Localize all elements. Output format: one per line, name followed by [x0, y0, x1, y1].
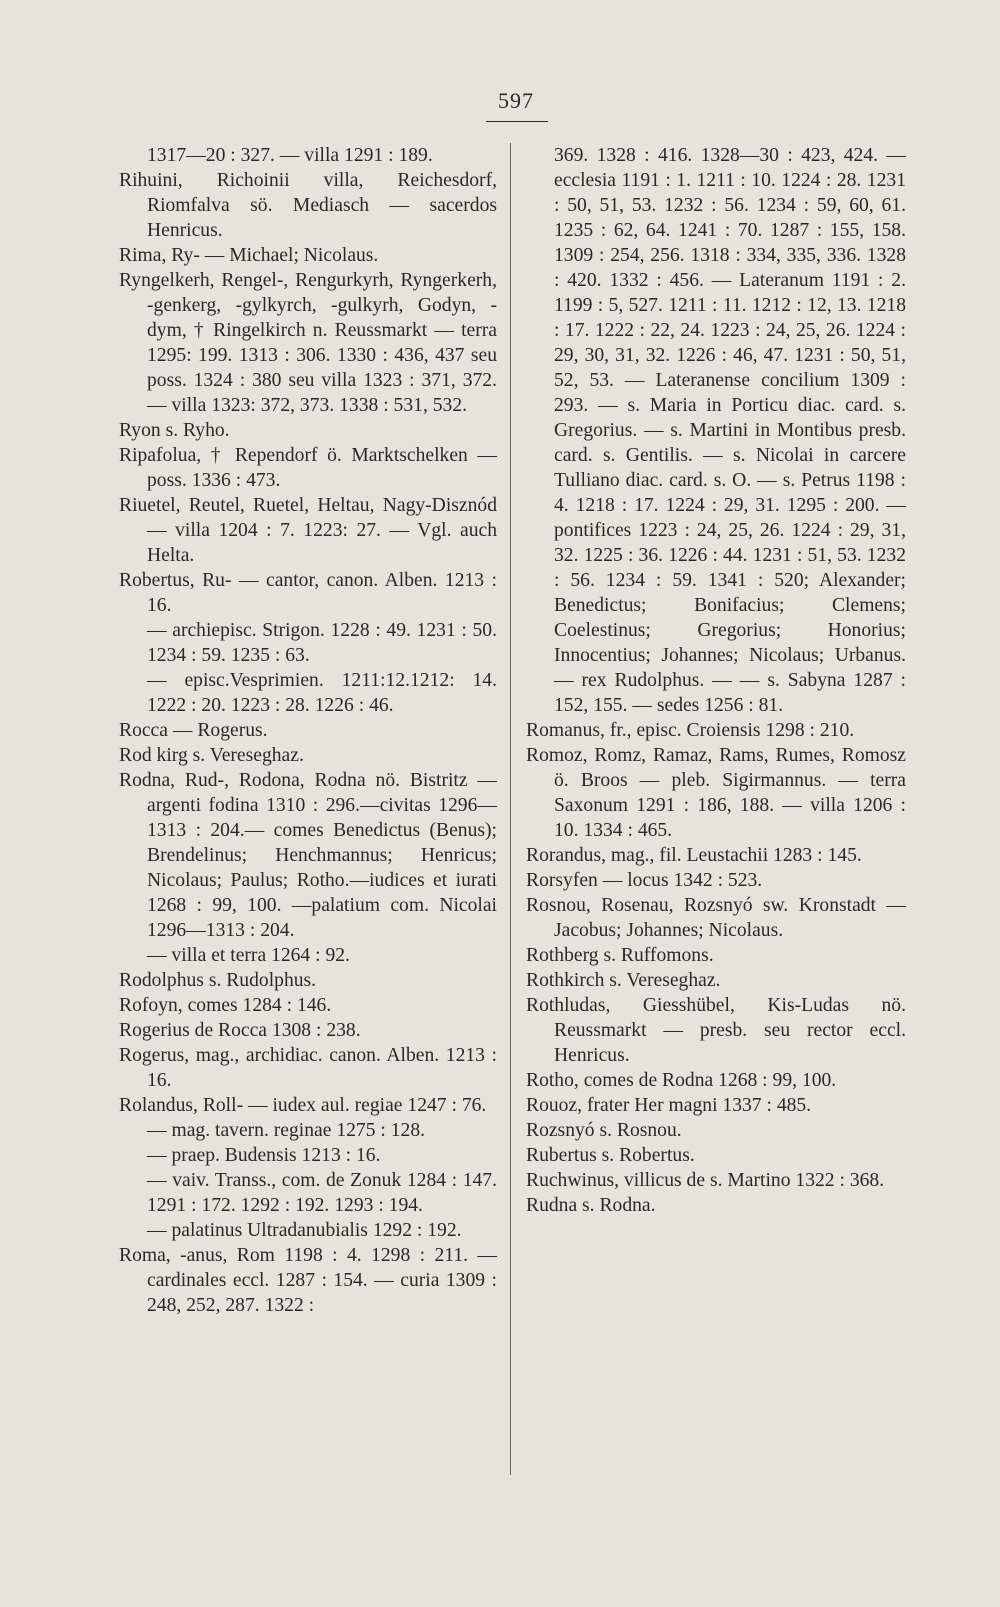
index-entry: Riuetel, Reutel, Ruetel, Heltau, Nagy-Disznód — villa 1204 : 7. 1223: 27. — Vgl. auch Helta.	[119, 495, 497, 566]
index-entry: Ryngelkerh, Rengel-, Rengurkyrh, Ryngerkerh, -genkerg, -gylkyrch, -gulkyrh, Godyn, -dym, † Ringelkirch n. Reussmarkt — terra 1295: 199. 1313 : 306. 1330 : 436, 437 seu poss. 1324 : 380 seu villa 1323 : 371, 372. — villa 1323: 372, 373. 1338 : 531, 532.	[119, 270, 497, 416]
index-entry: 369. 1328 : 416. 1328—30 : 423, 424. — ecclesia 1191 : 1. 1211 : 10. 1224 : 28. 1231 : 50, 51, 53. 1232 : 56. 1234 : 59, 60, 61. 1235 : 62, 64. 1241 : 70. 1287 : 155, 158. 1309 : 254, 256. 1318 : 334, 335, 336. 1328 : 420. 1332 : 456. — Lateranum 1191 : 2. 1199 : 5, 527. 1211 : 11. 1212 : 12, 13. 1218 : 17. 1222 : 22, 24. 1223 : 24, 25, 26. 1224 : 29, 30, 31, 32. 1226 : 46, 47. 1231 : 50, 51, 52, 53. — Lateranense concilium 1309 : 293. — s. Maria in Porticu diac. card. s. Gregorius. — s. Martini in Montibus presb. card. s. Gentilis. — s. Nicolai in carcere Tulliano diac. card. s. O. — s. Petrus 1198 : 4. 1218 : 17. 1224 : 29, 31. 1295 : 200. — pontifices 1223 : 24, 25, 26. 1224 : 29, 31, 32. 1225 : 36. 1226 : 44. 1231 : 51, 53. 1232 : 56. 1234 : 59. 1341 : 520; Alexander; Benedictus; Bonifacius; Clemens; Coelestinus; Gregorius; Honorius; Innocentius; Johannes; Nicolaus; Urbanus. — rex Rudolphus. — — s. Sabyna 1287 : 152, 155. — sedes 1256 : 81.	[554, 145, 906, 716]
index-entry: Ripafolua, † Rependorf ö. Marktschelken — poss. 1336 : 473.	[119, 445, 497, 491]
index-entry: Ryon s. Ryho.	[119, 420, 230, 441]
index-entry: Rothkirch s. Vereseghaz.	[526, 970, 721, 991]
index-entry: Rothberg s. Ruffomons.	[526, 945, 714, 966]
index-entry: Robertus, Ru- — cantor, canon. Alben. 1213 : 16.	[119, 570, 497, 616]
right-column	[526, 143, 906, 1218]
index-entry: — praep. Budensis 1213 : 16.	[147, 1145, 381, 1166]
index-entry: Rihuini, Richoinii villa, Reichesdorf, Riomfalva sö. Mediasch — sacerdos Henricus.	[119, 170, 497, 241]
index-entry: Rotho, comes de Rodna 1268 : 99, 100.	[526, 1070, 837, 1091]
index-entry: — palatinus Ultradanubialis 1292 : 192.	[147, 1220, 462, 1241]
index-entry: — archiepisc. Strigon. 1228 : 49. 1231 : 50. 1234 : 59. 1235 : 63.	[147, 620, 497, 666]
index-entry: Rolandus, Roll- — iudex aul. regiae 1247 : 76.	[119, 1095, 487, 1116]
index-entry: Rothludas, Giesshübel, Kis-Ludas nö. Reussmarkt — presb. seu rector eccl. Henricus.	[526, 995, 906, 1066]
index-entry: Roma, -anus, Rom 1198 : 4. 1298 : 211. — cardinales eccl. 1287 : 154. — curia 1309 : 248, 252, 287. 1322 :	[119, 1245, 497, 1316]
index-entry: Rodolphus s. Rudolphus.	[119, 970, 317, 991]
page-number-rule	[486, 121, 548, 122]
index-entry: Rocca — Rogerus.	[119, 720, 268, 741]
index-entry: — mag. tavern. reginae 1275 : 128.	[147, 1120, 426, 1141]
index-entry: Rima, Ry- — Michael; Nicolaus.	[119, 245, 379, 266]
index-entry: Romoz, Romz, Ramaz, Rams, Rumes, Romosz ö. Broos — pleb. Sigirmannus. — terra Saxonum 1291 : 186, 188. — villa 1206 : 10. 1334 : 465.	[526, 745, 906, 841]
index-entry: Ruchwinus, villicus de s. Martino 1322 : 368.	[526, 1170, 885, 1191]
index-entry: — episc.Vesprimien. 1211:12.1212: 14. 1222 : 20. 1223 : 28. 1226 : 46.	[147, 670, 497, 716]
page-number: 597	[498, 88, 534, 113]
index-entry: Rouoz, frater Her magni 1337 : 485.	[526, 1095, 812, 1116]
index-entry: 1317—20 : 327. — villa 1291 : 189.	[147, 145, 433, 166]
index-entry: — vaiv. Transs., com. de Zonuk 1284 : 147. 1291 : 172. 1292 : 192. 1293 : 194.	[147, 1170, 497, 1216]
index-entry: Rosnou, Rosenau, Rozsnyó sw. Kronstadt — Jacobus; Johannes; Nicolaus.	[526, 895, 906, 941]
index-entry: Rubertus s. Robertus.	[526, 1145, 695, 1166]
left-column	[119, 143, 497, 1318]
index-entry: Rudna s. Rodna.	[526, 1195, 656, 1216]
index-entry: — villa et terra 1264 : 92.	[147, 945, 350, 966]
index-entry: Romanus, fr., episc. Croiensis 1298 : 210.	[526, 720, 855, 741]
index-entry: Rogerius de Rocca 1308 : 238.	[119, 1020, 361, 1041]
column-divider	[510, 143, 511, 1475]
index-entry: Rod kirg s. Vereseghaz.	[119, 745, 304, 766]
index-entry: Rorsyfen — locus 1342 : 523.	[526, 870, 763, 891]
index-entry: Rogerus, mag., archidiac. canon. Alben. 1213 : 16.	[119, 1045, 497, 1091]
index-entry: Rodna, Rud-, Rodona, Rodna nö. Bistritz — argenti fodina 1310 : 296.—civitas 1296—1313 : 204.— comes Benedictus (Benus); Brendelinus; Henchmannus; Henricus; Nicolaus; Paulus; Rotho.—iudices et iurati 1268 : 99, 100. —palatium com. Nicolai 1296—1313 : 204.	[119, 770, 497, 941]
index-entry: Rozsnyó s. Rosnou.	[526, 1120, 682, 1141]
index-entry: Rofoyn, comes 1284 : 146.	[119, 995, 332, 1016]
index-entry: Rorandus, mag., fil. Leustachii 1283 : 145.	[526, 845, 862, 866]
